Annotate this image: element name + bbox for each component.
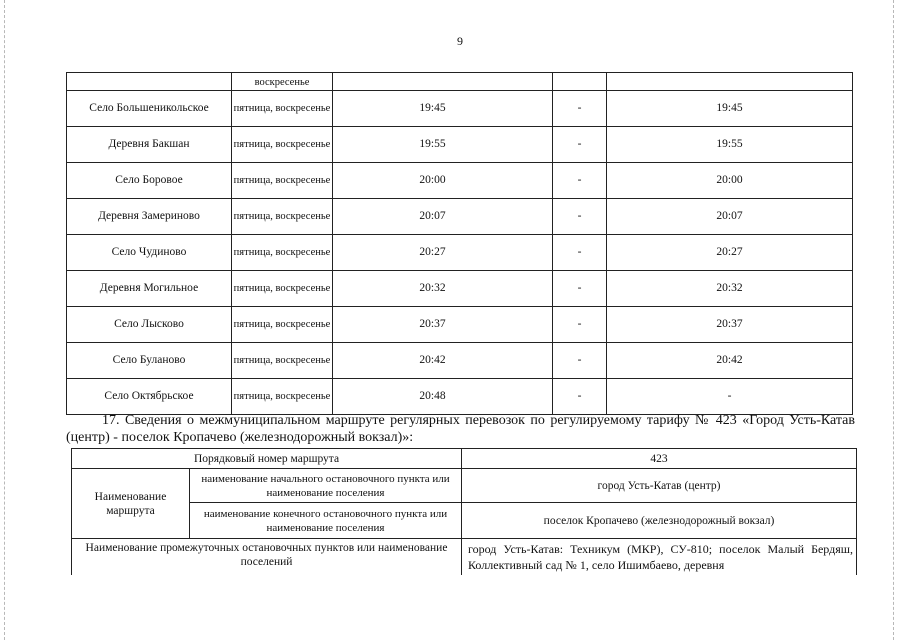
arrival-cell: 20:07: [333, 199, 553, 235]
days-cell: пятница, воскресенье: [232, 343, 333, 379]
departure-cell: [607, 73, 853, 91]
stop-cell: Село Буланово: [67, 343, 232, 379]
route-start-row: [72, 469, 857, 503]
arrival-cell: [333, 73, 553, 91]
schedule-row: [67, 235, 853, 271]
days-cell: пятница, воскресенье: [232, 271, 333, 307]
arrival-cell: 20:00: [333, 163, 553, 199]
stop-cell: [67, 73, 232, 91]
route-end-row: [72, 503, 857, 539]
section-heading: 17. Сведения о межмуниципальном маршруте регулярных перевозок по регулируемому тарифу № 423 «Город Усть-Катав (центр) - поселок Кропачево (железнодорожный вокзал)»:: [66, 413, 855, 445]
route-end-label: наименование конечного остановочного пункта или наименование поселения: [190, 503, 462, 539]
days-cell: пятница, воскресенье: [232, 235, 333, 271]
arrival-cell: 20:32: [333, 271, 553, 307]
schedule-row: [67, 379, 853, 415]
days-cell: пятница, воскресенье: [232, 127, 333, 163]
arrival-cell: 20:37: [333, 307, 553, 343]
stay-cell: -: [553, 379, 607, 415]
stay-cell: [553, 73, 607, 91]
schedule-row-continued: [67, 73, 853, 91]
days-cell: пятница, воскресенье: [232, 199, 333, 235]
route-name-label: Наименование маршрута: [72, 469, 190, 539]
departure-cell: 20:37: [607, 307, 853, 343]
arrival-cell: 19:55: [333, 127, 553, 163]
route-end-value: поселок Кропачево (железнодорожный вокзал): [462, 503, 857, 539]
stay-cell: -: [553, 271, 607, 307]
days-cell: воскресенье: [232, 73, 333, 91]
days-cell: пятница, воскресенье: [232, 307, 333, 343]
stay-cell: -: [553, 163, 607, 199]
page-right-edge: [893, 0, 894, 640]
route-intermediate-label: Наименование промежуточных остановочных пунктов или наименование поселений: [72, 539, 462, 575]
route-info-table: [71, 448, 857, 575]
schedule-row: [67, 271, 853, 307]
stop-cell: Село Чудиново: [67, 235, 232, 271]
stay-cell: -: [553, 127, 607, 163]
schedule-row: [67, 343, 853, 379]
schedule-row: [67, 199, 853, 235]
page-number: 9: [457, 34, 463, 48]
days-cell: пятница, воскресенье: [232, 91, 333, 127]
days-cell: пятница, воскресенье: [232, 379, 333, 415]
stop-cell: Деревня Могильное: [67, 271, 232, 307]
schedule-table: [66, 72, 853, 415]
stop-cell: Деревня Бакшан: [67, 127, 232, 163]
schedule-row: [67, 127, 853, 163]
stop-cell: Село Октябрьское: [67, 379, 232, 415]
departure-cell: 20:42: [607, 343, 853, 379]
route-intermediate-row: [72, 539, 857, 575]
stop-cell: Село Боровое: [67, 163, 232, 199]
route-number-label: Порядковый номер маршрута: [72, 449, 462, 469]
route-start-value: город Усть-Катав (центр): [462, 469, 857, 503]
departure-cell: 20:27: [607, 235, 853, 271]
route-start-label: наименование начального остановочного пункта или наименование поселения: [190, 469, 462, 503]
days-cell: пятница, воскресенье: [232, 163, 333, 199]
arrival-cell: 19:45: [333, 91, 553, 127]
stay-cell: -: [553, 307, 607, 343]
schedule-row: [67, 163, 853, 199]
stay-cell: -: [553, 199, 607, 235]
arrival-cell: 20:48: [333, 379, 553, 415]
arrival-cell: 20:42: [333, 343, 553, 379]
departure-cell: -: [607, 379, 853, 415]
stay-cell: -: [553, 235, 607, 271]
schedule-row: [67, 91, 853, 127]
departure-cell: 20:32: [607, 271, 853, 307]
schedule-body: [67, 73, 853, 415]
schedule-row: [67, 307, 853, 343]
stop-cell: Село Лысково: [67, 307, 232, 343]
stop-cell: Село Большеникольское: [67, 91, 232, 127]
arrival-cell: 20:27: [333, 235, 553, 271]
stop-cell: Деревня Замериново: [67, 199, 232, 235]
route-number-value: 423: [462, 449, 857, 469]
page-left-edge: [4, 0, 5, 640]
route-intermediate-value: город Усть-Катав: Техникум (МКР), СУ-810; поселок Малый Бердяш, Коллективный сад № 1, село Ишимбаево, деревня: [462, 539, 857, 575]
departure-cell: 20:00: [607, 163, 853, 199]
departure-cell: 20:07: [607, 199, 853, 235]
stay-cell: -: [553, 343, 607, 379]
route-number-row: [72, 449, 857, 469]
departure-cell: 19:45: [607, 91, 853, 127]
departure-cell: 19:55: [607, 127, 853, 163]
stay-cell: -: [553, 91, 607, 127]
